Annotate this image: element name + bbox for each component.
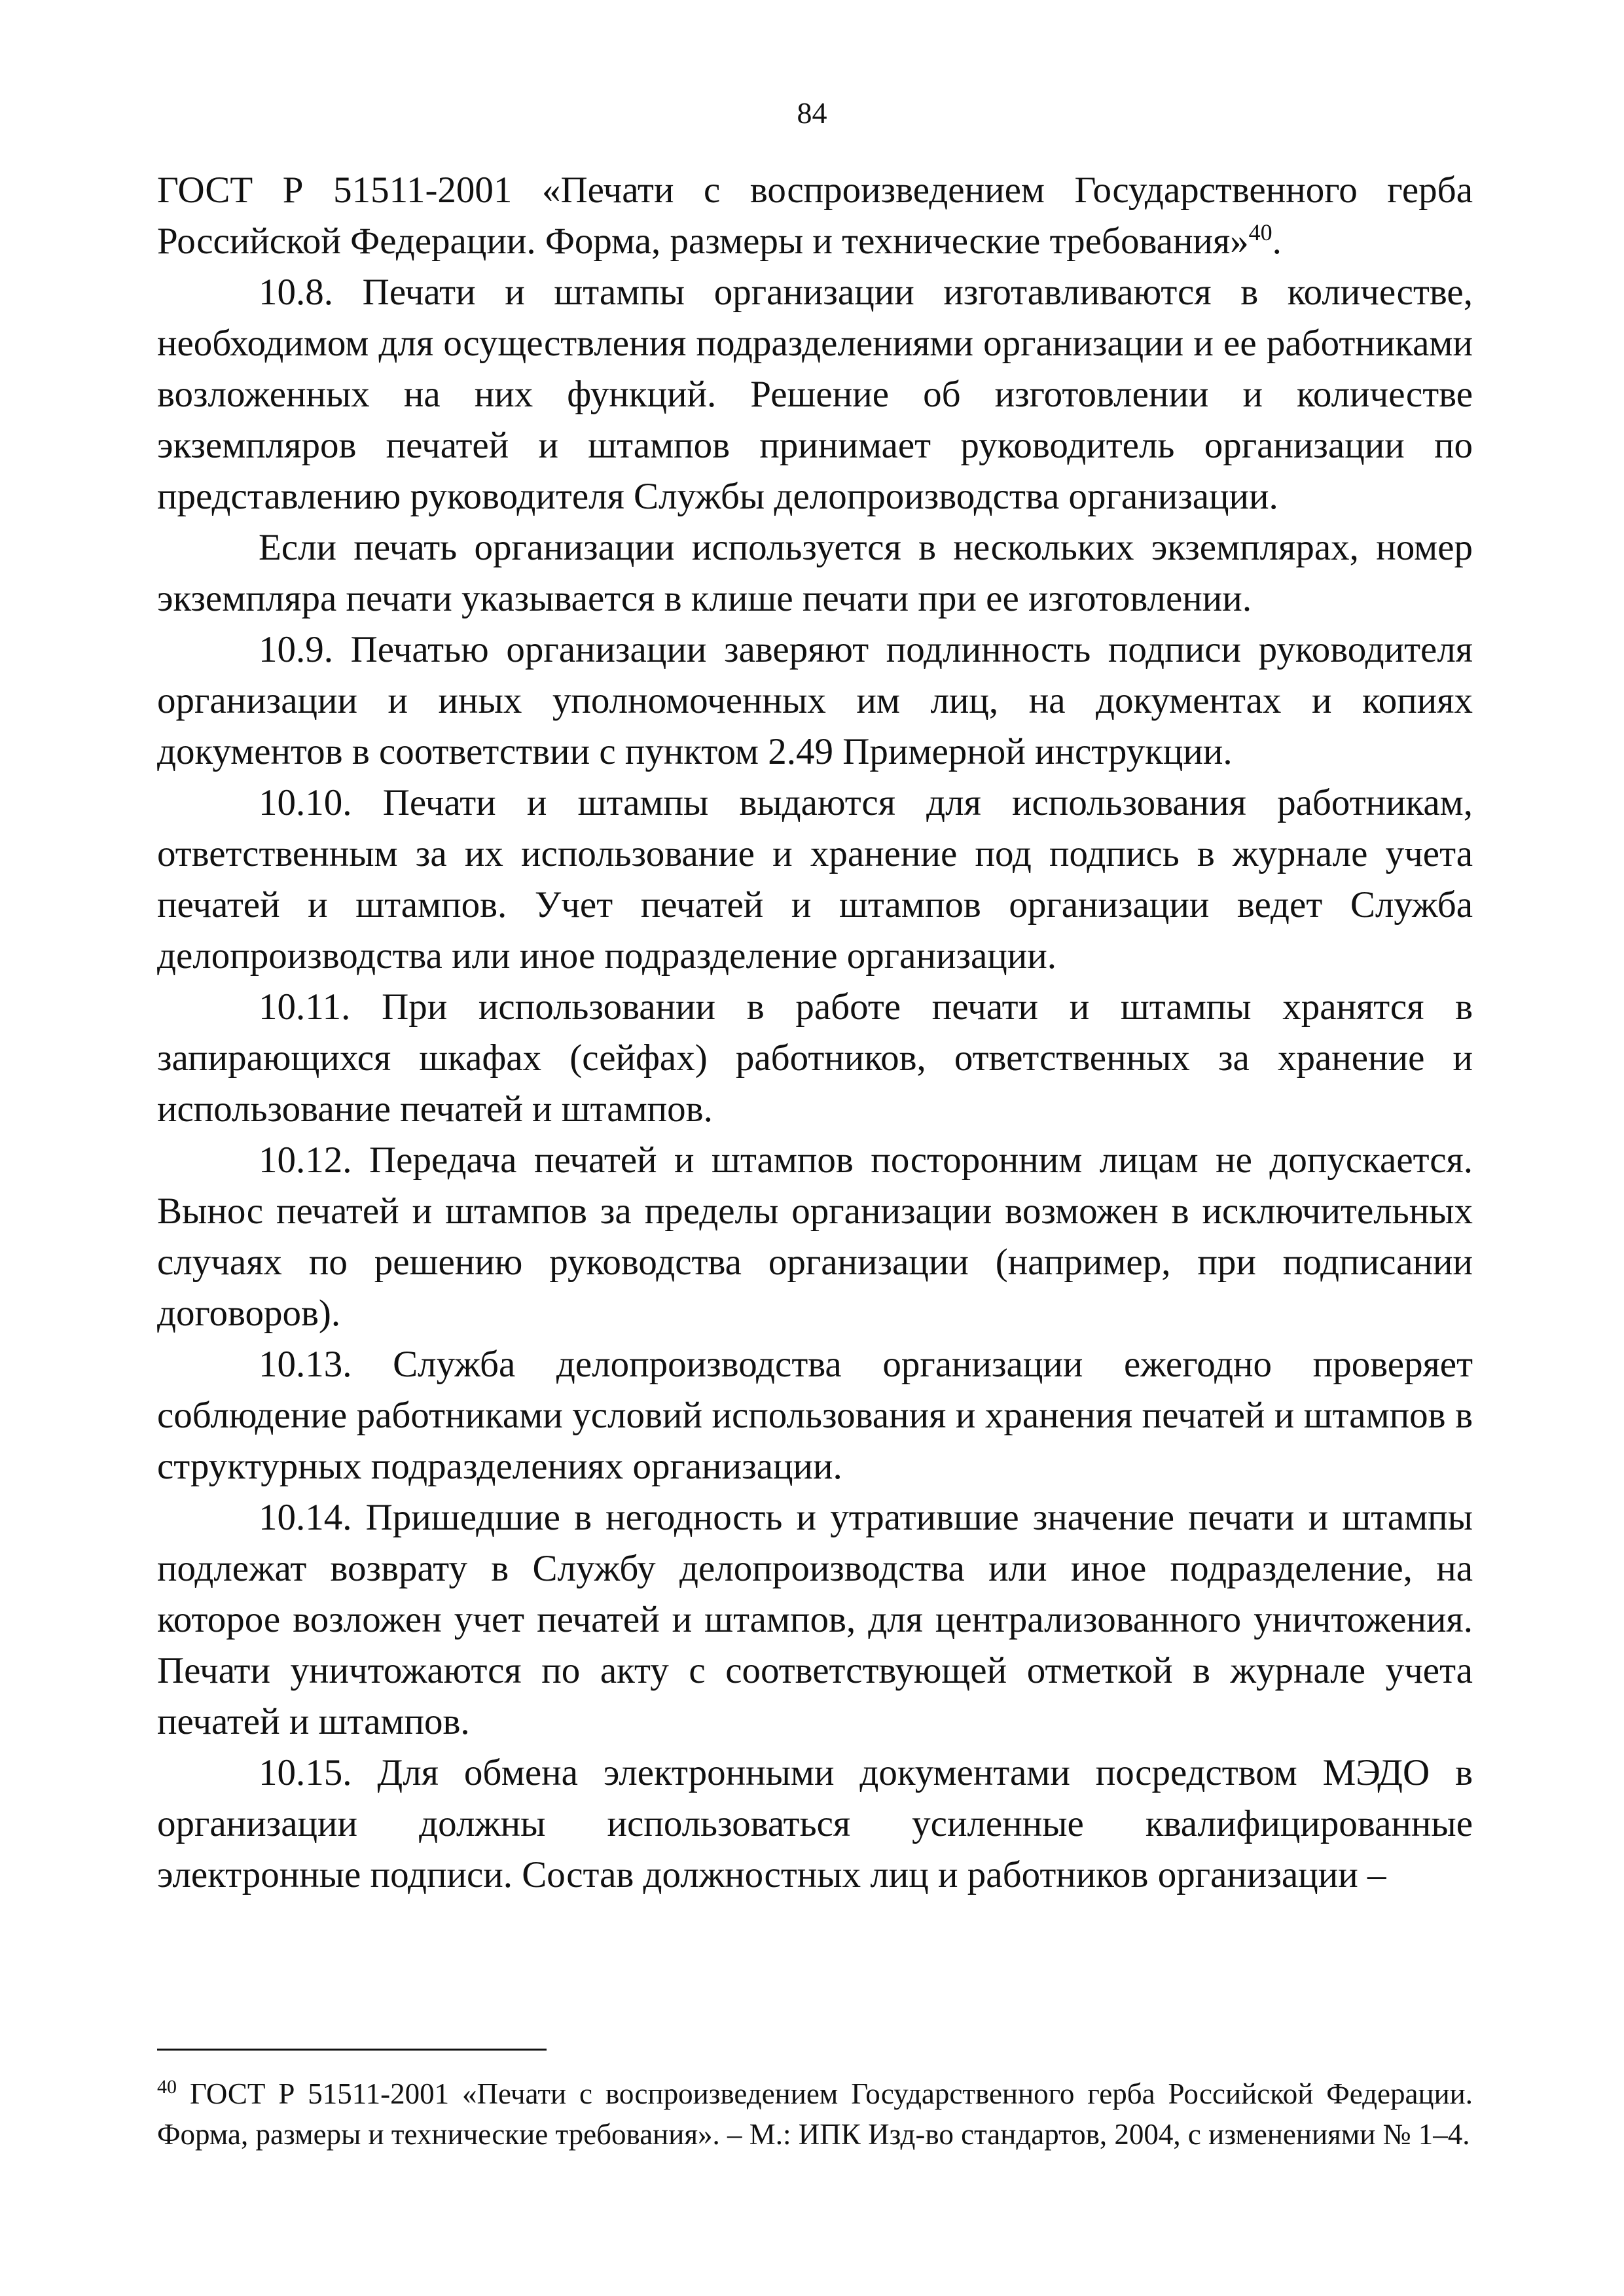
paragraph-gost-reference — [157, 165, 1473, 267]
document-body — [157, 165, 1473, 1901]
page-number: 84 — [797, 96, 827, 130]
paragraph-10-8: 10.8. Печати и штампы организации изготавливаются в количестве, необходимом для осуществления подразделениями организации и ее работниками возложенных на них функций. Решение об изготовлении и количестве экземпляров печатей и штампов принимает руководитель организации по представлению руководителя Службы делопроизводства организации. — [157, 272, 1473, 517]
paragraph-10-11: 10.11. При использовании в работе печати и штампы хранятся в запирающихся шкафах (сейфах) работников, ответственных за хранение и использование печатей и штампов. — [157, 986, 1473, 1130]
paragraph-10-13: 10.13. Служба делопроизводства организации ежегодно проверяет соблюдение работниками условий использования и хранения печатей и штампов в структурных подразделениях организации. — [157, 1344, 1473, 1487]
paragraph-10-12: 10.12. Передача печатей и штампов посторонним лицам не допускается. Вынос печатей и штампов за пределы организации возможен в исключительных случаях по решению руководства организации (например, при подписании договоров). — [157, 1139, 1473, 1334]
paragraph-10-15: 10.15. Для обмена электронными документами посредством МЭДО в организации должны использоваться усиленные квалифицированные электронные подписи. Состав должностных лиц и работников организации – — [157, 1752, 1473, 1895]
footnote — [157, 2073, 1473, 2155]
paragraph-10-10: 10.10. Печати и штампы выдаются для использования работникам, ответственным за их использование и хранение под подпись в журнале учета печатей и штампов. Учет печатей и штампов организации ведет Служба делопроизводства или иное подразделение организации. — [157, 782, 1473, 977]
footnote-reference[interactable]: 40 — [1248, 219, 1272, 245]
paragraph-tail: . — [1272, 221, 1282, 262]
paragraph-10-14: 10.14. Пришедшие в негодность и утратившие значение печати и штампы подлежат возврату в Службу делопроизводства или иное подразделение, на которое возложен учет печатей и штампов, для централизованного уничтожения. Печати уничтожаются по акту с соответствующей отметкой в журнале учета печатей и штампов. — [157, 1497, 1473, 1742]
paragraph-seal-copies: Если печать организации используется в нескольких экземплярах, номер экземпляра печати указывается в клише печати при ее изготовлении. — [157, 527, 1473, 619]
footnote-separator — [157, 2049, 547, 2051]
footnote-marker: 40 — [157, 2076, 177, 2098]
paragraph-10-9: 10.9. Печатью организации заверяют подлинность подписи руководителя организации и иных уполномоченных им лиц, на документах и копиях документов в соответствии с пунктом 2.49 Примерной инструкции. — [157, 629, 1473, 772]
footnote-text: ГОСТ Р 51511-2001 «Печати с воспроизведением Государственного герба Российской Федерации. Форма, размеры и технические требования». – М.: ИПК Изд-во стандартов, 2004, с изменениями № 1–4. — [157, 2077, 1473, 2151]
paragraph-text: ГОСТ Р 51511-2001 «Печати с воспроизведением Государственного герба Российской Федерации. Форма, размеры и технические требования» — [157, 170, 1473, 262]
